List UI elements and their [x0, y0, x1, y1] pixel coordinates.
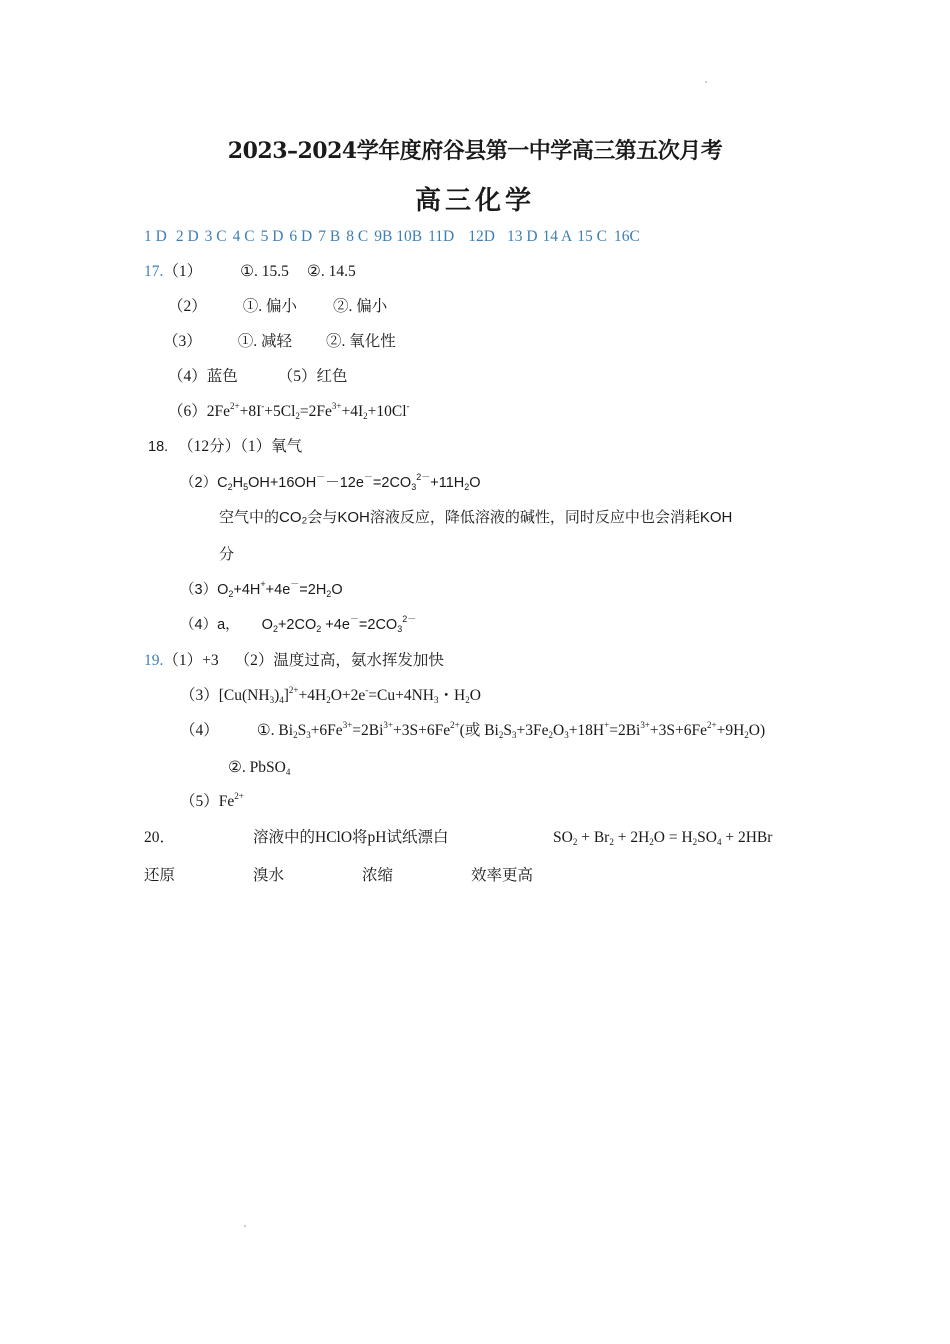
mcq-answer: 12D — [468, 228, 495, 245]
q20-answer: 浓缩 — [362, 867, 394, 884]
q19-part4 — [180, 721, 765, 741]
q20-answer: 效率更高 — [471, 867, 534, 884]
answer: （2）温度过高，氨水挥发加快 — [234, 652, 444, 669]
q17-part6 — [168, 402, 410, 422]
answer: ①. 偏小 — [242, 298, 298, 315]
q18-number: 18. — [148, 439, 169, 455]
equation: $O_2+4H^++4e^-=2H_2O$ — [217, 579, 343, 599]
answer: a， — [217, 617, 240, 633]
answer-prefix: ②. — [228, 759, 250, 776]
part-label: （3） — [180, 687, 219, 704]
q19-part1-2 — [144, 651, 444, 671]
mcq-answer-row — [144, 227, 640, 247]
mcq-answer: 3 C — [204, 228, 227, 245]
mcq-answer: 16C — [613, 228, 640, 245]
part-label: （1） — [163, 263, 203, 280]
part-label: （6） — [168, 403, 207, 420]
part-label: （3） — [163, 333, 202, 350]
part-label: （2） — [168, 298, 207, 315]
q19-number: 19. — [144, 652, 164, 669]
mcq-answer: 1 D — [144, 228, 167, 245]
formula: PbSO$_4$ — [249, 759, 291, 777]
formula: $Fe^{2+}$ — [218, 791, 244, 810]
q18-part1 — [148, 437, 302, 457]
q18-part2 — [180, 473, 481, 493]
mcq-answer: 9B — [374, 228, 393, 245]
q20-answer: 还原 — [144, 867, 176, 884]
answer: （12分）（1）氧气 — [178, 438, 303, 455]
answer: ①. 15.5 — [240, 263, 289, 280]
scan-dot — [705, 81, 707, 83]
mcq-answer: 13 D — [506, 228, 538, 245]
equation: $O_2+2CO_2 +4e^-=2CO_3^{2-}$ — [261, 614, 417, 634]
equation: ①. $Bi_2S_3+6Fe^{3+}=2Bi^{3+}+3S+6Fe^{2+}$(或 $Bi_2S_3+3Fe_2O_3+18H^+=2Bi^{3+}+3S+6Fe^{2+}+9H_2O$) — [256, 720, 766, 740]
answer: （5）红色 — [277, 368, 348, 385]
subject-title: 高三化学 — [414, 186, 535, 216]
q18-explanation-cont: 分 — [219, 546, 235, 563]
q20-equation: $SO_2 + Br_2 + 2H_2O = H_2SO_4 + 2HBr$ — [553, 829, 773, 847]
mcq-answer: 7 B — [318, 228, 341, 245]
answer: ②. 氧化性 — [326, 333, 396, 350]
mcq-answer: 8 C — [346, 228, 369, 245]
scan-dot — [244, 1225, 246, 1227]
q18-part4 — [180, 615, 416, 635]
mcq-answer: 10B — [396, 228, 423, 245]
q17-part4-5 — [168, 367, 348, 387]
answer: ①. 减轻 — [237, 333, 293, 350]
answer: （4）蓝色 — [168, 368, 238, 385]
q17-part1 — [144, 262, 356, 282]
q18-part3 — [180, 580, 343, 600]
answer: ②. 偏小 — [333, 298, 388, 315]
equation: $[Cu(NH_3)_4]^{2+}+4H_2O+2e^-=Cu+4NH_3$・$H_2O$ — [218, 685, 481, 705]
q17-part2 — [168, 297, 387, 317]
part-label: （4） — [180, 722, 219, 739]
part-label: （3） — [180, 582, 218, 598]
q20-answer: 溶液中的HClO将pH试纸漂白 — [253, 829, 449, 846]
q19-part3 — [180, 686, 481, 706]
q20-number: 20． — [144, 829, 176, 846]
mcq-answer: 5 D — [260, 228, 284, 245]
q17-number: 17. — [144, 263, 164, 280]
equation: $C_2H_5OH+16OH^--12e^-=2CO_3^{2-}+11H_2O$ — [217, 472, 481, 492]
q19-part5 — [180, 792, 244, 812]
mcq-answer: 6 D — [289, 228, 313, 245]
mcq-answer: 2 D — [175, 228, 199, 245]
q20-answer: 溴水 — [253, 867, 285, 884]
q19-part4-second — [228, 758, 290, 778]
part-label: （4） — [180, 617, 218, 633]
q17-part3 — [163, 332, 396, 352]
equation: $2Fe^{2+}+8I^-+5Cl_2=2Fe^{3+}+4I_2+10Cl^-$ — [206, 401, 410, 421]
part-label: （2） — [180, 475, 218, 491]
mcq-answer: 11D — [428, 228, 455, 245]
mcq-answer: 15 C — [577, 228, 607, 245]
mcq-answer: 4 C — [232, 228, 255, 245]
page-title: 2023–2024学年度府谷县第一中学高三第五次月考 — [227, 138, 723, 164]
answer: （1）+3 — [163, 652, 219, 669]
mcq-answer: 14 A — [542, 228, 573, 245]
q18-explanation: 空气中的CO₂会与KOH溶液反应，降低溶液的碱性，同时反应中也会消耗KOH — [219, 509, 733, 526]
answer: ②. 14.5 — [306, 263, 356, 280]
part-label: （5） — [180, 793, 219, 810]
